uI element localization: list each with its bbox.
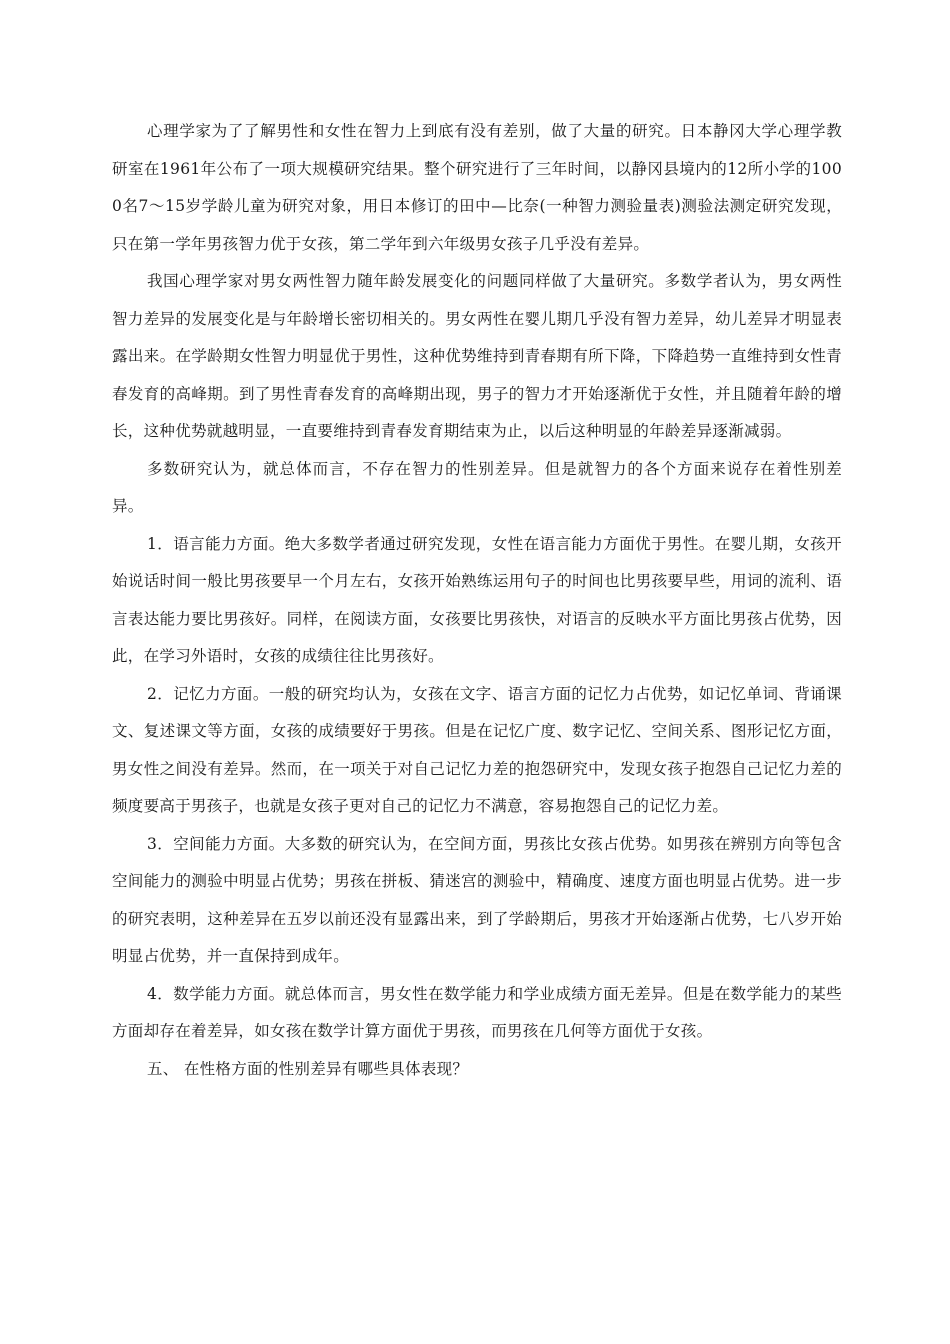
paragraph-intelligence-research-china: 我国心理学家对男女两性智力随年龄发展变化的问题同样做了大量研究。多数学者认为，男女两性智力差异的发展变化是与年龄增长密切相关的。男女两性在婴儿期几乎没有智力差异，幼儿差异才明显表露出来。在学龄期女性智力明显优于男性，这种优势维持到青春期有所下降，下降趋势一直维持到女性青春发育的高峰期。到了男性青春发育的高峰期出现，男子的智力才开始逐渐优于女性，并且随着年龄的增长，这种优势就越明显，一直要维持到青春发育期结束为止，以后这种明显的年龄差异逐渐减弱。 (112, 272, 842, 440)
paragraph-intelligence-research-japan: 心理学家为了了解男性和女性在智力上到底有没有差别，做了大量的研究。日本静冈大学心理学教研室在1961年公布了一项大规模研究结果。整个研究进行了三年时间，以静冈县境内的12所小学的1000名7～15岁学龄儿童为研究对象，用日本修订的田中—比奈(一种智力测验量表)测验法测定研究发现，只在第一学年男孩智力优于女孩，第二学年到六年级男女孩子几乎没有差异。 (112, 122, 842, 253)
section-heading-personality: 五、 在性格方面的性别差异有哪些具体表现？ (147, 1059, 469, 1078)
document-body (112, 113, 842, 1088)
paragraph-language-ability: 1．语言能力方面。绝大多数学者通过研究发现，女性在语言能力方面优于男性。在婴儿期，女孩开始说话时间一般比男孩要早一个月左右，女孩开始熟练运用句子的时间也比男孩要早些，用词的流利、语言表达能力要比男孩好。同样，在阅读方面，女孩要比男孩快，对语言的反映水平方面比男孩占优势，因此，在学习外语时，女孩的成绩往往比男孩好。 (112, 534, 842, 665)
paragraph-memory-ability: 2．记忆力方面。一般的研究均认为，女孩在文字、语言方面的记忆力占优势，如记忆单词、背诵课文、复述课文等方面，女孩的成绩要好于男孩。但是在记忆广度、数字记忆、空间关系、图形记忆方面，男女性之间没有差异。然而，在一项关于对自己记忆力差的抱怨研究中，发现女孩子抱怨自己记忆力差的频度要高于男孩子，也就是女孩子更对自己的记忆力不满意，容易抱怨自己的记忆力差。 (112, 684, 842, 815)
paragraph-math-ability: 4．数学能力方面。就总体而言，男女性在数学能力和学业成绩方面无差异。但是在数学能力的某些方面却存在着差异，如女孩在数学计算方面优于男孩，而男孩在几何等方面优于女孩。 (112, 984, 842, 1040)
paragraph-spatial-ability: 3．空间能力方面。大多数的研究认为，在空间方面，男孩比女孩占优势。如男孩在辨别方向等包含空间能力的测验中明显占优势；男孩在拼板、猜迷宫的测验中，精确度、速度方面也明显占优势。进一步的研究表明，这种差异在五岁以前还没有显露出来，到了学龄期后，男孩才开始逐渐占优势，七八岁开始明显占优势，并一直保持到成年。 (112, 834, 842, 965)
paragraph-overall-conclusion: 多数研究认为，就总体而言，不存在智力的性别差异。但是就智力的各个方面来说存在着性别差异。 (112, 459, 842, 515)
